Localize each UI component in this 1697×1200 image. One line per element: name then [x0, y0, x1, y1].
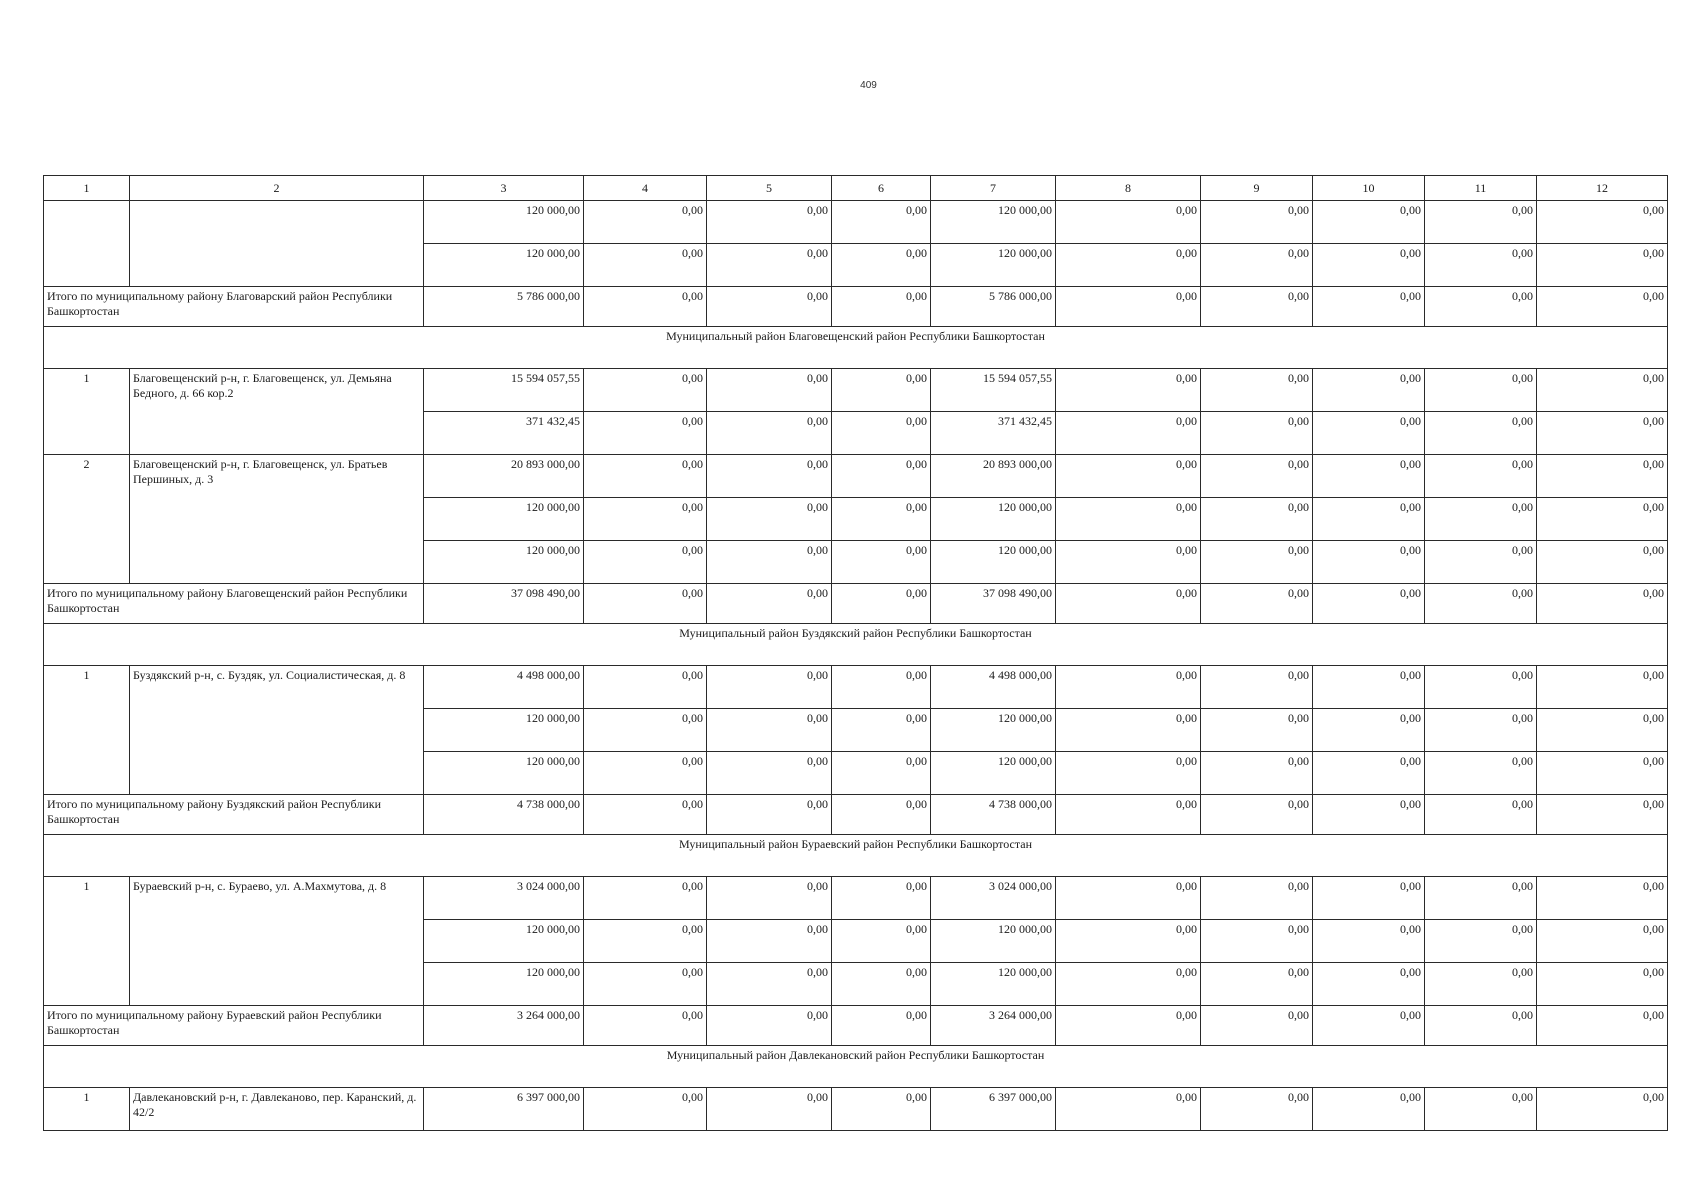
- value-cell: 0,00: [1201, 666, 1313, 709]
- value-cell: 0,00: [584, 201, 707, 244]
- column-header: 1: [44, 176, 130, 201]
- value-cell: 15 594 057,55: [931, 369, 1056, 412]
- value-cell: 0,00: [707, 455, 832, 498]
- value-cell: 0,00: [584, 412, 707, 455]
- row-number-cell: 1: [44, 369, 130, 455]
- value-cell: 0,00: [707, 369, 832, 412]
- district-title: Муниципальный район Бураевский район Республики Башкортостан: [44, 835, 1668, 877]
- value-cell: 0,00: [1425, 201, 1537, 244]
- total-value-cell: 0,00: [832, 584, 931, 624]
- total-value-cell: 37 098 490,00: [424, 584, 584, 624]
- value-cell: 0,00: [584, 752, 707, 795]
- value-cell: 0,00: [832, 1088, 931, 1131]
- value-cell: 0,00: [1425, 752, 1537, 795]
- table-row: [44, 1088, 1668, 1131]
- value-cell: 0,00: [1425, 1088, 1537, 1131]
- value-cell: 0,00: [1201, 709, 1313, 752]
- value-cell: 371 432,45: [931, 412, 1056, 455]
- column-header: 5: [707, 176, 832, 201]
- value-cell: 3 024 000,00: [424, 877, 584, 920]
- value-cell: 0,00: [1425, 963, 1537, 1006]
- value-cell: 0,00: [1056, 877, 1201, 920]
- value-cell: 15 594 057,55: [424, 369, 584, 412]
- value-cell: 0,00: [584, 963, 707, 1006]
- value-cell: 0,00: [584, 244, 707, 287]
- value-cell: 0,00: [1537, 666, 1668, 709]
- value-cell: 0,00: [707, 201, 832, 244]
- total-value-cell: 0,00: [707, 584, 832, 624]
- column-header: 2: [130, 176, 424, 201]
- row-number-cell: 1: [44, 1088, 130, 1131]
- value-cell: 0,00: [1056, 541, 1201, 584]
- row-number-cell: 1: [44, 666, 130, 795]
- value-cell: 0,00: [1201, 244, 1313, 287]
- total-value-cell: 0,00: [1056, 584, 1201, 624]
- value-cell: 6 397 000,00: [424, 1088, 584, 1131]
- total-value-cell: 0,00: [584, 795, 707, 835]
- value-cell: 0,00: [1425, 244, 1537, 287]
- value-cell: 0,00: [707, 541, 832, 584]
- value-cell: 20 893 000,00: [931, 455, 1056, 498]
- total-value-cell: 5 786 000,00: [424, 287, 584, 327]
- value-cell: 0,00: [832, 412, 931, 455]
- value-cell: 0,00: [1201, 201, 1313, 244]
- value-cell: 0,00: [1201, 455, 1313, 498]
- address-cell: [130, 201, 424, 287]
- district-total-label: Итого по муниципальному району Благоварский район Республики Башкортостан: [44, 287, 424, 327]
- total-value-cell: 0,00: [832, 795, 931, 835]
- value-cell: 0,00: [1537, 244, 1668, 287]
- value-cell: 0,00: [1425, 709, 1537, 752]
- column-header: 11: [1425, 176, 1537, 201]
- value-cell: 0,00: [707, 244, 832, 287]
- total-value-cell: 0,00: [1201, 1006, 1313, 1046]
- total-value-cell: 0,00: [584, 584, 707, 624]
- total-value-cell: 0,00: [1425, 287, 1537, 327]
- value-cell: 0,00: [1201, 412, 1313, 455]
- address-cell: Благовещенский р-н, г. Благовещенск, ул. Братьев Першиных, д. 3: [130, 455, 424, 584]
- value-cell: 120 000,00: [424, 244, 584, 287]
- value-cell: 0,00: [1425, 455, 1537, 498]
- total-value-cell: 0,00: [1201, 795, 1313, 835]
- value-cell: 0,00: [1537, 455, 1668, 498]
- value-cell: 0,00: [1425, 498, 1537, 541]
- value-cell: 120 000,00: [424, 541, 584, 584]
- value-cell: 0,00: [1201, 752, 1313, 795]
- register-table: [43, 175, 1668, 1131]
- total-value-cell: 4 738 000,00: [931, 795, 1056, 835]
- value-cell: 0,00: [1537, 201, 1668, 244]
- total-value-cell: 0,00: [1537, 1006, 1668, 1046]
- district-title: Муниципальный район Благовещенский район Республики Башкортостан: [44, 327, 1668, 369]
- table-row: [44, 369, 1668, 412]
- value-cell: 0,00: [1537, 498, 1668, 541]
- total-value-cell: 0,00: [832, 287, 931, 327]
- page-number: 409: [860, 80, 877, 91]
- value-cell: 0,00: [1201, 1088, 1313, 1131]
- value-cell: 120 000,00: [931, 920, 1056, 963]
- district-title: Муниципальный район Давлекановский район Республики Башкортостан: [44, 1046, 1668, 1088]
- value-cell: 0,00: [1201, 369, 1313, 412]
- value-cell: 0,00: [1201, 877, 1313, 920]
- table-body: [44, 201, 1668, 1131]
- district-total-row: [44, 584, 1668, 624]
- value-cell: 0,00: [1537, 1088, 1668, 1131]
- total-value-cell: 37 098 490,00: [931, 584, 1056, 624]
- column-header: 10: [1313, 176, 1425, 201]
- value-cell: 0,00: [707, 920, 832, 963]
- total-value-cell: 0,00: [707, 1006, 832, 1046]
- value-cell: 0,00: [707, 1088, 832, 1131]
- total-value-cell: 0,00: [1425, 795, 1537, 835]
- value-cell: 0,00: [1537, 963, 1668, 1006]
- value-cell: 0,00: [584, 498, 707, 541]
- value-cell: 0,00: [707, 498, 832, 541]
- value-cell: 0,00: [832, 541, 931, 584]
- total-value-cell: 0,00: [584, 1006, 707, 1046]
- value-cell: 0,00: [1056, 963, 1201, 1006]
- value-cell: 0,00: [1056, 412, 1201, 455]
- district-title: Муниципальный район Буздякский район Республики Башкортостан: [44, 624, 1668, 666]
- value-cell: 120 000,00: [931, 709, 1056, 752]
- total-value-cell: 5 786 000,00: [931, 287, 1056, 327]
- value-cell: 0,00: [832, 709, 931, 752]
- value-cell: 0,00: [1425, 877, 1537, 920]
- total-value-cell: 0,00: [1313, 795, 1425, 835]
- value-cell: 0,00: [1313, 244, 1425, 287]
- value-cell: 120 000,00: [424, 752, 584, 795]
- total-value-cell: 0,00: [584, 287, 707, 327]
- value-cell: 20 893 000,00: [424, 455, 584, 498]
- value-cell: 0,00: [1056, 666, 1201, 709]
- value-cell: 120 000,00: [424, 963, 584, 1006]
- value-cell: 0,00: [1201, 920, 1313, 963]
- column-header: 9: [1201, 176, 1313, 201]
- value-cell: 0,00: [832, 666, 931, 709]
- value-cell: 4 498 000,00: [424, 666, 584, 709]
- total-value-cell: 0,00: [1537, 584, 1668, 624]
- column-header: 12: [1537, 176, 1668, 201]
- value-cell: 0,00: [1537, 412, 1668, 455]
- value-cell: 0,00: [832, 963, 931, 1006]
- value-cell: 0,00: [1425, 412, 1537, 455]
- total-value-cell: 0,00: [1313, 1006, 1425, 1046]
- district-total-row: [44, 795, 1668, 835]
- column-header: 7: [931, 176, 1056, 201]
- table-row: [44, 201, 1668, 244]
- district-header-row: [44, 835, 1668, 877]
- value-cell: 0,00: [1056, 709, 1201, 752]
- value-cell: 0,00: [1313, 709, 1425, 752]
- value-cell: 0,00: [1056, 1088, 1201, 1131]
- value-cell: 0,00: [1313, 498, 1425, 541]
- value-cell: 120 000,00: [931, 201, 1056, 244]
- total-value-cell: 0,00: [1425, 1006, 1537, 1046]
- value-cell: 0,00: [1056, 201, 1201, 244]
- value-cell: 0,00: [584, 666, 707, 709]
- value-cell: 0,00: [1425, 920, 1537, 963]
- value-cell: 0,00: [832, 920, 931, 963]
- value-cell: 0,00: [707, 666, 832, 709]
- value-cell: 371 432,45: [424, 412, 584, 455]
- total-value-cell: 3 264 000,00: [424, 1006, 584, 1046]
- value-cell: 0,00: [1537, 920, 1668, 963]
- value-cell: 0,00: [1313, 920, 1425, 963]
- value-cell: 0,00: [584, 455, 707, 498]
- value-cell: 0,00: [584, 369, 707, 412]
- value-cell: 0,00: [1056, 920, 1201, 963]
- value-cell: 6 397 000,00: [931, 1088, 1056, 1131]
- value-cell: 0,00: [832, 877, 931, 920]
- district-header-row: [44, 327, 1668, 369]
- value-cell: 120 000,00: [424, 920, 584, 963]
- district-total-row: [44, 287, 1668, 327]
- value-cell: 0,00: [707, 412, 832, 455]
- value-cell: 3 024 000,00: [931, 877, 1056, 920]
- value-cell: 120 000,00: [931, 541, 1056, 584]
- value-cell: 0,00: [1056, 752, 1201, 795]
- value-cell: 0,00: [1537, 369, 1668, 412]
- table-row: [44, 455, 1668, 498]
- value-cell: 0,00: [1313, 963, 1425, 1006]
- value-cell: 120 000,00: [931, 244, 1056, 287]
- total-value-cell: 0,00: [1425, 584, 1537, 624]
- value-cell: 0,00: [584, 1088, 707, 1131]
- total-value-cell: 0,00: [1056, 287, 1201, 327]
- value-cell: 0,00: [584, 920, 707, 963]
- value-cell: 0,00: [584, 709, 707, 752]
- value-cell: 0,00: [1056, 369, 1201, 412]
- value-cell: 0,00: [832, 455, 931, 498]
- total-value-cell: 4 738 000,00: [424, 795, 584, 835]
- value-cell: 120 000,00: [424, 709, 584, 752]
- table-row: [44, 877, 1668, 920]
- district-header-row: [44, 1046, 1668, 1088]
- value-cell: 0,00: [1313, 666, 1425, 709]
- value-cell: 0,00: [1537, 541, 1668, 584]
- total-value-cell: 0,00: [1056, 1006, 1201, 1046]
- total-value-cell: 0,00: [707, 795, 832, 835]
- value-cell: 0,00: [707, 963, 832, 1006]
- value-cell: 0,00: [584, 541, 707, 584]
- district-total-row: [44, 1006, 1668, 1046]
- total-value-cell: 0,00: [1201, 584, 1313, 624]
- value-cell: 0,00: [1056, 498, 1201, 541]
- column-header: 8: [1056, 176, 1201, 201]
- total-value-cell: 0,00: [1537, 287, 1668, 327]
- value-cell: 0,00: [707, 752, 832, 795]
- value-cell: 0,00: [1313, 541, 1425, 584]
- value-cell: 0,00: [1425, 666, 1537, 709]
- table-row: [44, 666, 1668, 709]
- value-cell: 0,00: [1201, 963, 1313, 1006]
- row-number-cell: [44, 201, 130, 287]
- value-cell: 0,00: [832, 752, 931, 795]
- total-value-cell: 0,00: [707, 287, 832, 327]
- value-cell: 0,00: [832, 498, 931, 541]
- value-cell: 0,00: [1537, 752, 1668, 795]
- column-header: 4: [584, 176, 707, 201]
- value-cell: 0,00: [1537, 709, 1668, 752]
- column-header: 6: [832, 176, 931, 201]
- value-cell: 0,00: [1201, 541, 1313, 584]
- total-value-cell: 0,00: [1313, 287, 1425, 327]
- value-cell: 0,00: [1313, 455, 1425, 498]
- column-number-row: [44, 176, 1668, 201]
- value-cell: 0,00: [707, 709, 832, 752]
- value-cell: 0,00: [1313, 412, 1425, 455]
- row-number-cell: 2: [44, 455, 130, 584]
- column-header: 3: [424, 176, 584, 201]
- value-cell: 120 000,00: [931, 498, 1056, 541]
- value-cell: 0,00: [1056, 455, 1201, 498]
- district-total-label: Итого по муниципальному району Благовещенский район Республики Башкортостан: [44, 584, 424, 624]
- value-cell: 120 000,00: [931, 963, 1056, 1006]
- value-cell: 0,00: [1537, 877, 1668, 920]
- total-value-cell: 0,00: [1537, 795, 1668, 835]
- row-number-cell: 1: [44, 877, 130, 1006]
- value-cell: 0,00: [832, 244, 931, 287]
- address-cell: Давлекановский р-н, г. Давлеканово, пер. Каранский, д. 42/2: [130, 1088, 424, 1131]
- value-cell: 0,00: [1313, 201, 1425, 244]
- total-value-cell: 0,00: [1201, 287, 1313, 327]
- value-cell: 0,00: [1313, 1088, 1425, 1131]
- value-cell: 0,00: [584, 877, 707, 920]
- value-cell: 0,00: [1313, 877, 1425, 920]
- district-total-label: Итого по муниципальному району Бураевский район Республики Башкортостан: [44, 1006, 424, 1046]
- value-cell: 0,00: [832, 201, 931, 244]
- total-value-cell: 0,00: [1313, 584, 1425, 624]
- value-cell: 4 498 000,00: [931, 666, 1056, 709]
- total-value-cell: 3 264 000,00: [931, 1006, 1056, 1046]
- value-cell: 0,00: [1313, 369, 1425, 412]
- value-cell: 120 000,00: [931, 752, 1056, 795]
- value-cell: 0,00: [832, 369, 931, 412]
- address-cell: Бураевский р-н, с. Бураево, ул. А.Махмутова, д. 8: [130, 877, 424, 1006]
- value-cell: 0,00: [1201, 498, 1313, 541]
- value-cell: 0,00: [1313, 752, 1425, 795]
- district-total-label: Итого по муниципальному району Буздякский район Республики Башкортостан: [44, 795, 424, 835]
- district-header-row: [44, 624, 1668, 666]
- address-cell: Буздякский р-н, с. Буздяк, ул. Социалистическая, д. 8: [130, 666, 424, 795]
- value-cell: 0,00: [707, 877, 832, 920]
- value-cell: 120 000,00: [424, 201, 584, 244]
- value-cell: 0,00: [1056, 244, 1201, 287]
- value-cell: 0,00: [1425, 369, 1537, 412]
- total-value-cell: 0,00: [1056, 795, 1201, 835]
- total-value-cell: 0,00: [832, 1006, 931, 1046]
- value-cell: 0,00: [1425, 541, 1537, 584]
- value-cell: 120 000,00: [424, 498, 584, 541]
- address-cell: Благовещенский р-н, г. Благовещенск, ул. Демьяна Бедного, д. 66 кор.2: [130, 369, 424, 455]
